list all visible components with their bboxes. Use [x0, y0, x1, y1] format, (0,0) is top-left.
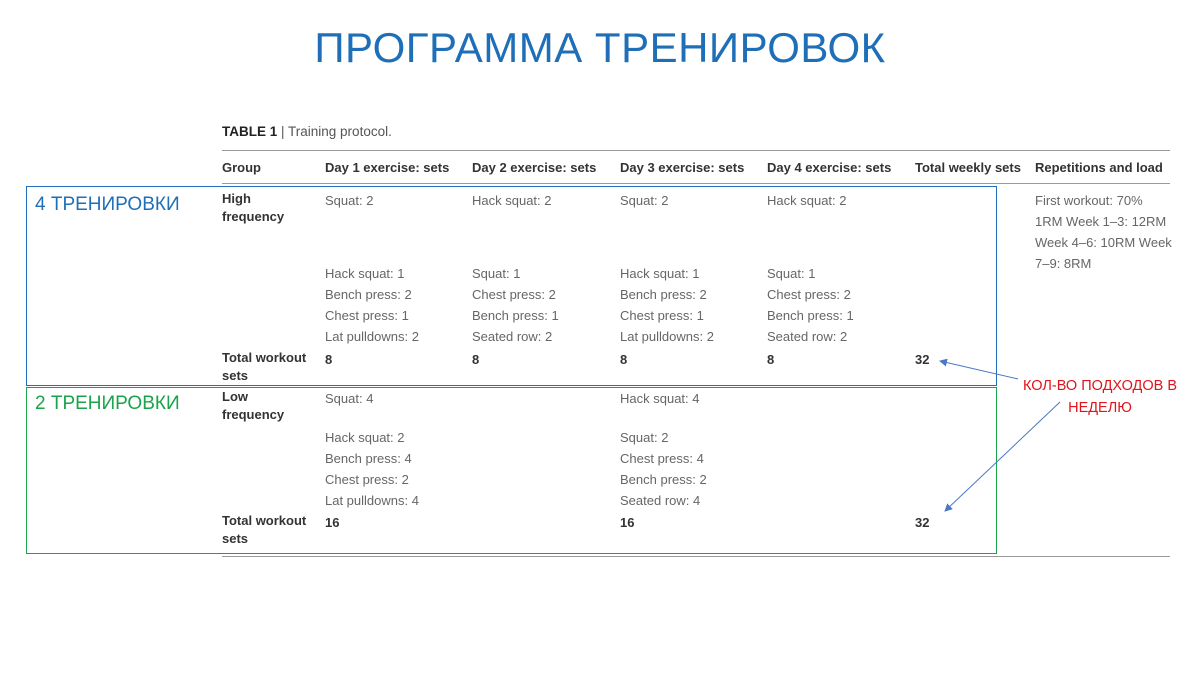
- cell-line: Squat: 1: [472, 266, 521, 281]
- cell-line: Squat: 2: [620, 430, 669, 445]
- caption-label: TABLE 1: [222, 124, 278, 139]
- cell-line: Repetitions and load: [1035, 160, 1163, 175]
- cell-line: Day 2 exercise: sets: [472, 160, 597, 175]
- cell-line: 7–9: 8RM: [1035, 256, 1092, 271]
- caption-separator: |: [277, 124, 289, 139]
- cell-line: Total workout: [222, 350, 307, 365]
- cell-line: 1RM Week 1–3: 12RM: [1035, 214, 1167, 229]
- cell-line: Bench press: 2: [620, 472, 707, 487]
- cell-line: Chest press: 2: [325, 472, 409, 487]
- cell-line: frequency: [222, 407, 285, 422]
- cell-line: High: [222, 191, 251, 206]
- cell-line: Hack squat: 1: [325, 266, 405, 281]
- cell-line: Week 4–6: 10RM Week: [1035, 235, 1172, 250]
- cell-line: Hack squat: 1: [620, 266, 700, 281]
- cell-line: Day 3 exercise: sets: [620, 160, 745, 175]
- cell-line: 32: [915, 515, 930, 530]
- cell-line: First workout: 70%: [1035, 193, 1143, 208]
- cell-line: Chest press: 2: [767, 287, 851, 302]
- cell-line: 8: [620, 352, 628, 367]
- cell-line: frequency: [222, 209, 285, 224]
- cell-line: Hack squat: 2: [472, 193, 552, 208]
- cell-line: Low: [222, 389, 248, 404]
- cell-line: 8: [325, 352, 333, 367]
- arrow-to-high-frequency-total: [940, 361, 1018, 379]
- cell-line: Day 1 exercise: sets: [325, 160, 450, 175]
- cell-line: Lat pulldowns: 4: [325, 493, 419, 508]
- cell-line: Squat: 2: [620, 193, 669, 208]
- cell-line: Bench press: 2: [325, 287, 412, 302]
- cell-line: Squat: 4: [325, 391, 374, 406]
- two-workouts-label: 2 ТРЕНИРОВКИ: [35, 393, 180, 414]
- cell-line: Bench press: 1: [767, 308, 854, 323]
- cell-line: Chest press: 2: [472, 287, 556, 302]
- cell-line: Bench press: 4: [325, 451, 412, 466]
- cell-line: Lat pulldowns: 2: [620, 329, 714, 344]
- cell-line: Total weekly sets: [915, 160, 1021, 175]
- cell-line: 16: [620, 515, 635, 530]
- note-line: КОЛ-ВО ПОДХОДОВ В: [1022, 378, 1178, 394]
- cell-line: Chest press: 1: [325, 308, 409, 323]
- cell-line: 32: [915, 352, 930, 367]
- arrow-to-low-frequency-total: [945, 402, 1060, 511]
- cell-line: Hack squat: 2: [767, 193, 847, 208]
- cell-line: Squat: 1: [767, 266, 816, 281]
- cell-line: Squat: 2: [325, 193, 374, 208]
- cell-line: Seated row: 2: [767, 329, 848, 344]
- cell-line: Bench press: 1: [472, 308, 559, 323]
- cell-line: Chest press: 4: [620, 451, 704, 466]
- cell-line: Seated row: 2: [472, 329, 553, 344]
- cell-line: Seated row: 4: [620, 493, 701, 508]
- cell-line: Hack squat: 2: [325, 430, 405, 445]
- cell-line: sets: [222, 531, 249, 546]
- cell-line: 8: [472, 352, 480, 367]
- cell-line: Hack squat: 4: [620, 391, 700, 406]
- note-line: НЕДЕЛЮ: [1068, 400, 1132, 416]
- cell-line: Total workout: [222, 513, 307, 528]
- cell-line: Bench press: 2: [620, 287, 707, 302]
- cell-line: 16: [325, 515, 340, 530]
- cell-line: Group: [222, 160, 261, 175]
- cell-line: Day 4 exercise: sets: [767, 160, 892, 175]
- caption-text: Training protocol.: [288, 124, 392, 139]
- cell-line: Chest press: 1: [620, 308, 704, 323]
- four-workouts-label: 4 ТРЕНИРОВКИ: [35, 194, 180, 215]
- cell-line: sets: [222, 368, 249, 383]
- slide-title: ПРОГРАММА ТРЕНИРОВОК: [314, 24, 886, 71]
- cell-line: Lat pulldowns: 2: [325, 329, 419, 344]
- cell-line: 8: [767, 352, 775, 367]
